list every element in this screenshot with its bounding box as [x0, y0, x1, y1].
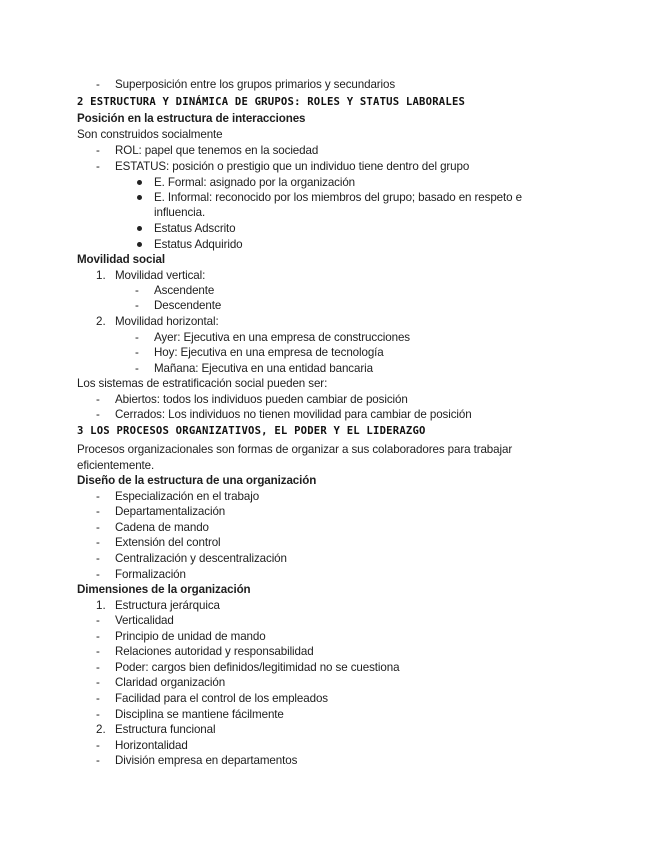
paragraph-text: Son construidos socialmente — [77, 128, 223, 141]
list-item: Mañana: Ejecutiva en una entidad bancaria — [154, 362, 373, 375]
list-item: Estructura funcional — [115, 723, 216, 736]
dash-marker: - — [96, 645, 100, 658]
dash-marker: - — [96, 568, 100, 581]
list-item: Estatus Adquirido — [154, 238, 243, 251]
dash-marker: - — [135, 284, 139, 297]
number-marker: 2. — [96, 723, 106, 736]
dash-marker: - — [96, 552, 100, 565]
list-item: Principio de unidad de mando — [115, 630, 266, 643]
paragraph-text: Procesos organizacionales son formas de organizar a sus colaboradores para trabajar — [77, 443, 513, 456]
list-item: Claridad organización — [115, 676, 226, 689]
list-item: ESTATUS: posición o prestigio que un individuo tiene dentro del grupo — [115, 160, 470, 173]
number-marker: 1. — [96, 599, 106, 612]
dash-marker: - — [96, 614, 100, 627]
list-item: Poder: cargos bien definidos/legitimidad no se cuestiona — [115, 661, 400, 674]
dash-marker: - — [96, 661, 100, 674]
list-item: Horizontalidad — [115, 739, 188, 752]
dash-marker: - — [96, 78, 100, 91]
list-item: Movilidad vertical: — [115, 269, 206, 282]
dash-marker: - — [96, 408, 100, 421]
dash-marker: - — [96, 630, 100, 643]
list-item: Cadena de mando — [115, 521, 209, 534]
dash-marker: - — [135, 346, 139, 359]
list-item: Centralización y descentralización — [115, 552, 287, 565]
list-item: Verticalidad — [115, 614, 174, 627]
dash-marker: - — [135, 299, 139, 312]
subheading: Movilidad social — [77, 253, 165, 266]
list-item: Formalización — [115, 568, 186, 581]
section-heading: 3 LOS PROCESOS ORGANIZATIVOS, EL PODER Y EL LIDERAZGO — [77, 425, 426, 437]
dash-marker: - — [96, 144, 100, 157]
list-item: Ascendente — [154, 284, 215, 297]
section-heading: 2 ESTRUCTURA Y DINÁMICA DE GRUPOS: ROLES Y STATUS LABORALES — [77, 96, 466, 108]
dash-marker: - — [96, 490, 100, 503]
list-item: Abiertos: todos los individuos pueden cambiar de posición — [115, 393, 408, 406]
bullet-dot — [137, 226, 142, 231]
paragraph-text: eficientemente. — [77, 459, 155, 472]
bullet-dot — [137, 195, 142, 200]
subheading: Posición en la estructura de interacciones — [77, 112, 306, 125]
list-item: Especialización en el trabajo — [115, 490, 260, 503]
list-item: Cerrados: Los individuos no tienen movilidad para cambiar de posición — [115, 408, 472, 421]
subheading: Diseño de la estructura de una organización — [77, 474, 317, 487]
number-marker: 2. — [96, 315, 106, 328]
dash-marker: - — [96, 505, 100, 518]
paragraph-text: Los sistemas de estratificación social pueden ser: — [77, 377, 328, 390]
dash-marker: - — [96, 160, 100, 173]
dash-marker: - — [135, 331, 139, 344]
list-item: Ayer: Ejecutiva en una empresa de construcciones — [154, 331, 410, 344]
list-item: Facilidad para el control de los empleados — [115, 692, 328, 705]
list-item: E. Formal: asignado por la organización — [154, 176, 356, 189]
list-item: Estructura jerárquica — [115, 599, 220, 612]
number-marker: 1. — [96, 269, 106, 282]
list-item: Movilidad horizontal: — [115, 315, 219, 328]
list-item-continuation: influencia. — [154, 206, 206, 219]
dash-marker: - — [96, 754, 100, 767]
list-item: Descendente — [154, 299, 222, 312]
list-item: Extensión del control — [115, 536, 221, 549]
dash-marker: - — [96, 692, 100, 705]
list-item: Disciplina se mantiene fácilmente — [115, 708, 284, 721]
list-item: Departamentalización — [115, 505, 226, 518]
list-item: Hoy: Ejecutiva en una empresa de tecnología — [154, 346, 384, 359]
dash-marker: - — [96, 708, 100, 721]
dash-marker: - — [96, 739, 100, 752]
bullet-dot — [137, 180, 142, 185]
dash-marker: - — [135, 362, 139, 375]
list-item: Relaciones autoridad y responsabilidad — [115, 645, 314, 658]
subheading: Dimensiones de la organización — [77, 583, 251, 596]
dash-marker: - — [96, 536, 100, 549]
list-item: Superposición entre los grupos primarios y secundarios — [115, 78, 396, 91]
list-item: Estatus Adscrito — [154, 222, 236, 235]
dash-marker: - — [96, 521, 100, 534]
bullet-dot — [137, 242, 142, 247]
list-item: División empresa en departamentos — [115, 754, 298, 767]
dash-marker: - — [96, 676, 100, 689]
list-item: E. Informal: reconocido por los miembros del grupo; basado en respeto e — [154, 191, 522, 204]
list-item: ROL: papel que tenemos en la sociedad — [115, 144, 319, 157]
dash-marker: - — [96, 393, 100, 406]
